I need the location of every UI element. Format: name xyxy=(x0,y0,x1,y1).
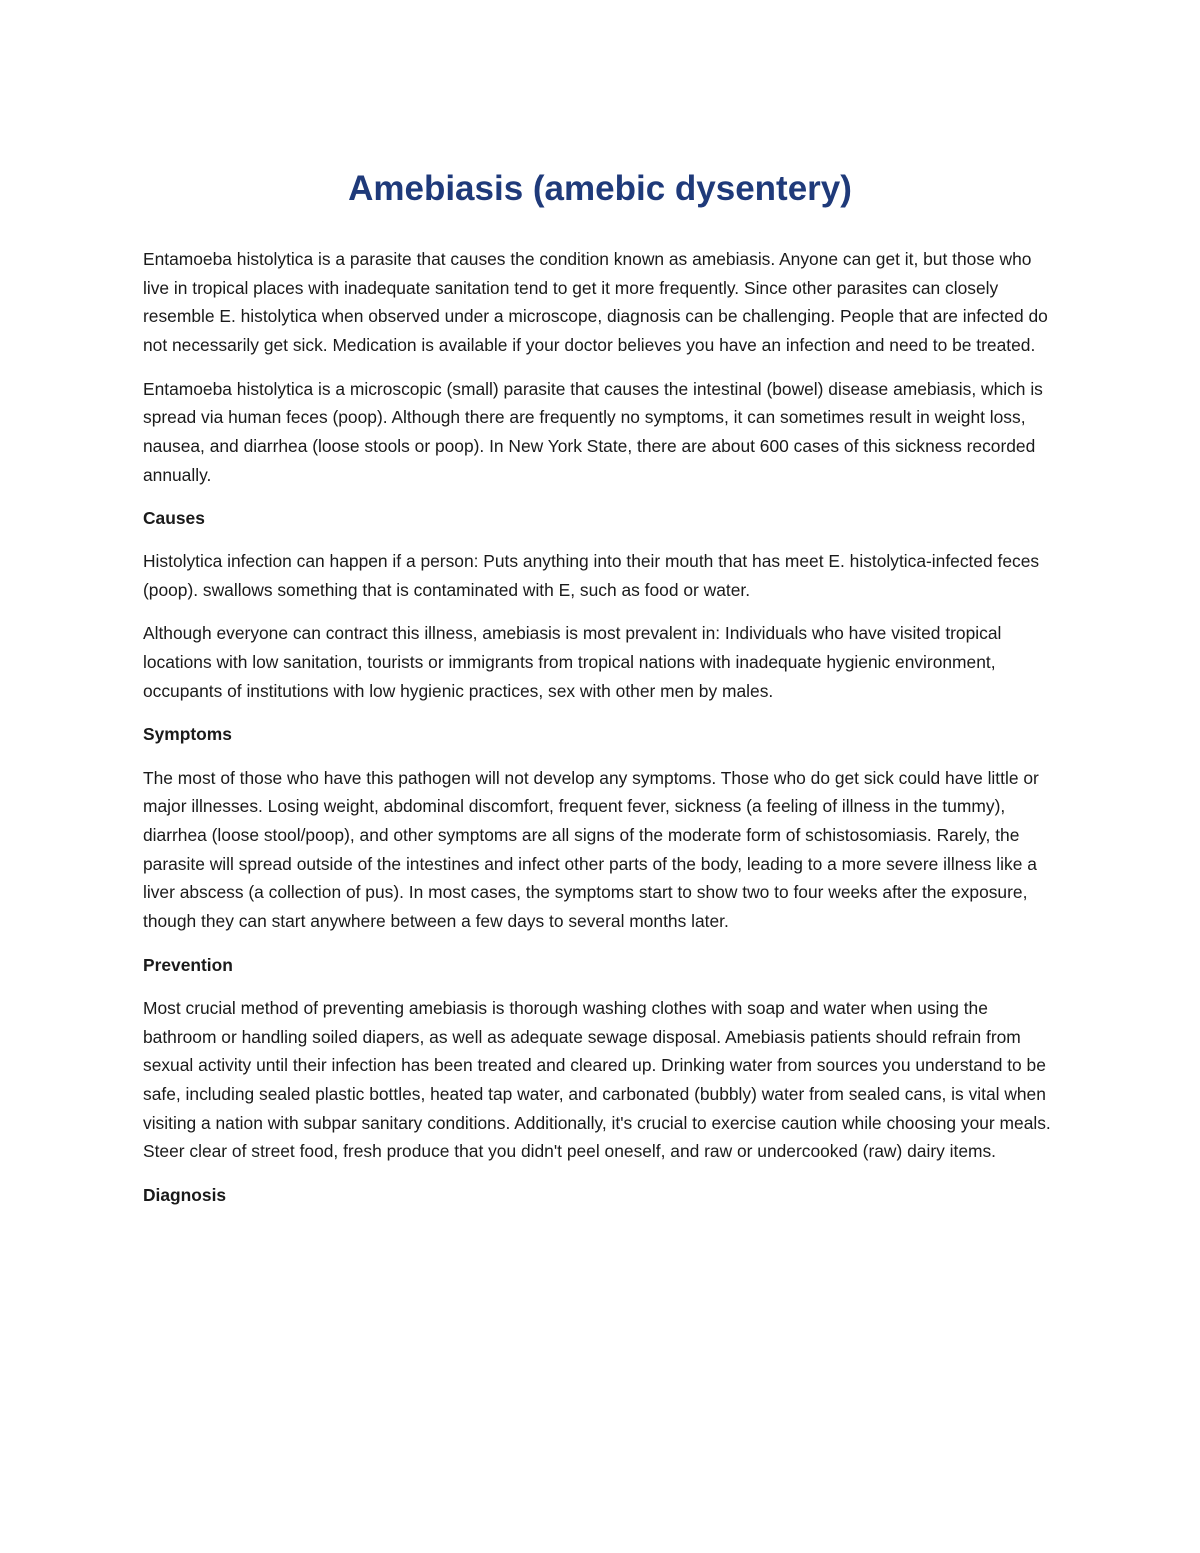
causes-paragraph-1: Histolytica infection can happen if a person: Puts anything into their mouth that has meet E. histolytica-infected feces (poop). swallows something that is contaminated with E, such as food or water. xyxy=(143,551,1040,601)
symptoms-heading: Symptoms xyxy=(143,724,232,745)
intro-paragraph-1: Entamoeba histolytica is a parasite that causes the condition known as amebiasis. Anyone can get it, but those who live in tropical places with inadequate sanitation tend to get it more frequently. Since other parasites can closely resemble E. histolytica when observed under a microscope, diagnosis can be challenging. People that are infected do not necessarily get sick. Medication is available if your doctor believes you have an infection and need to be treated. xyxy=(143,249,1048,356)
diagnosis-heading: Diagnosis xyxy=(143,1184,227,1205)
causes-heading: Causes xyxy=(143,508,205,528)
document-body xyxy=(143,245,1058,1224)
prevention-paragraph: Most crucial method of preventing amebiasis is thorough washing clothes with soap and water when using the bathroom or handling soiled diapers, as well as adequate sewage disposal. Amebiasis patients should refrain from sexual activity until their infection has been treated and cleared up. Drinking water from sources you understand to be safe, including sealed plastic bottles, heated tap water, and carbonated (bubbly) water from sealed cans, is vital when visiting a nation with subpar sanitary conditions. Additionally, it's crucial to exercise caution while choosing your meals. Steer clear of street food, fresh produce that you didn't peel oneself, and raw or undercooked (raw) dairy items. xyxy=(143,997,1051,1162)
document-title: Amebiasis (amebic dysentery) xyxy=(348,169,852,208)
symptoms-paragraph: The most of those who have this pathogen will not develop any symptoms. Those who do get sick could have little or major illnesses. Losing weight, abdominal discomfort, frequent fever, sickness (a feeling of illness in the tummy), diarrhea (loose stool/poop), and other symptoms are all signs of the moderate form of schistosomiasis. Rarely, the parasite will spread outside of the intestines and infect other parts of the body, leading to a more severe illness like a liver abscess (a collection of pus). In most cases, the symptoms start to show two to four weeks after the exposure, though they can start anywhere between a few days to several months later. xyxy=(143,767,1039,932)
intro-paragraph-2: Entamoeba histolytica is a microscopic (small) parasite that causes the intestinal (bowel) disease amebiasis, which is spread via human feces (poop). Although there are frequently no symptoms, it can sometimes result in weight loss, nausea, and diarrhea (loose stools or poop). In New York State, there are about 600 cases of this sickness recorded annually. xyxy=(143,378,1043,485)
prevention-heading: Prevention xyxy=(143,954,233,975)
causes-paragraph-2: Although everyone can contract this illness, amebiasis is most prevalent in: Individuals who have visited tropical locations with low sanitation, tourists or immigrants from tropical nations with inadequate hygienic environment, occupants of institutions with low hygienic practices, sex with other men by males. xyxy=(143,623,1002,701)
